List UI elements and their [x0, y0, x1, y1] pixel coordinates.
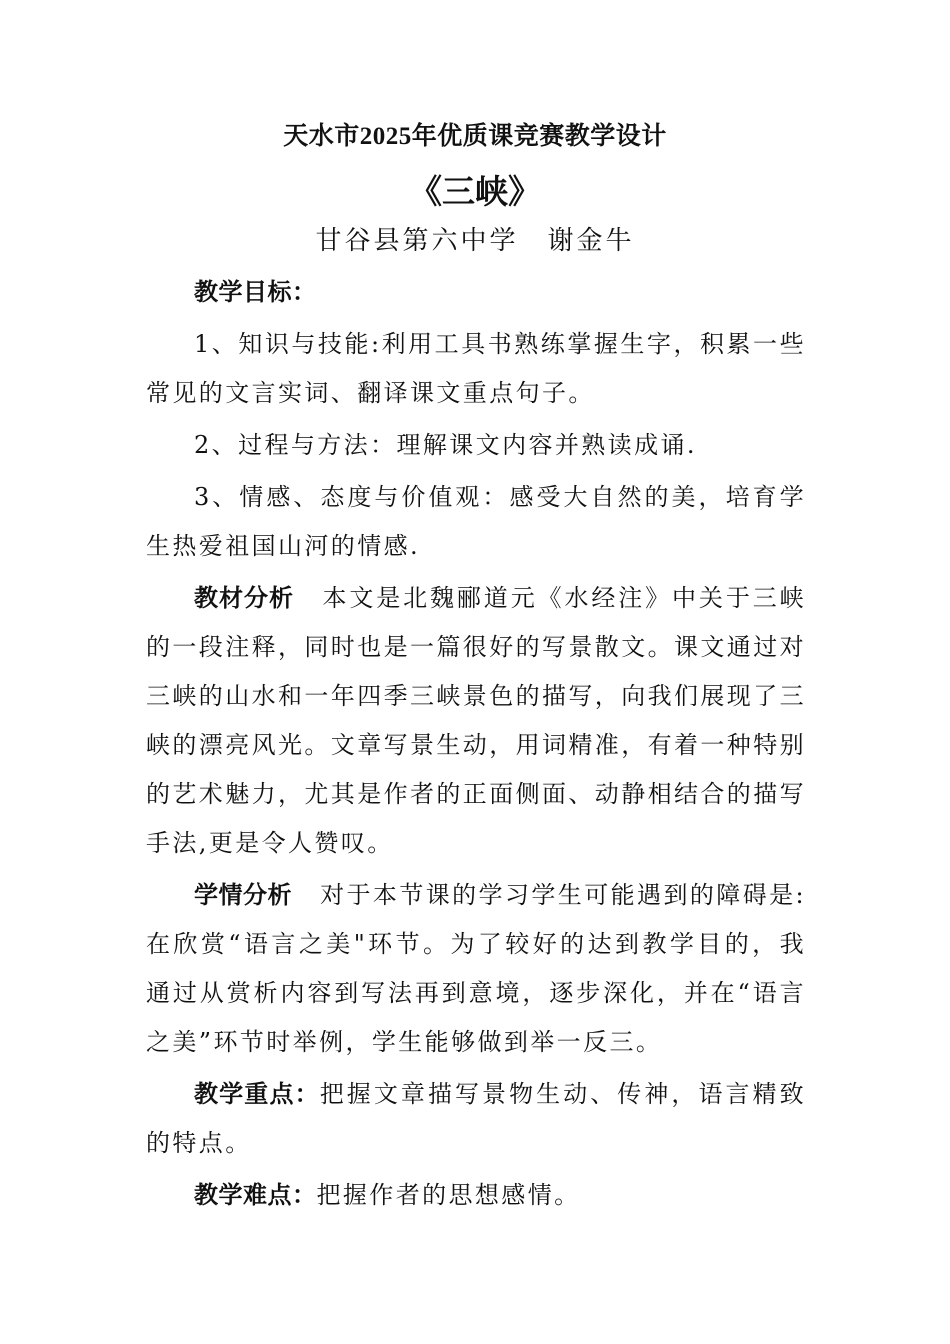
objective-emotion: 3、情感、态度与价值观：感受大自然的美，培育学生热爱祖国山河的情感.	[146, 483, 806, 560]
learner-analysis-paragraph	[146, 871, 806, 1067]
document-body	[146, 268, 806, 1223]
difficult-points-paragraph	[146, 1171, 806, 1220]
learner-analysis-text: 对于本节课的学习学生可能遇到的障碍是:在欣赏“语言之美"环节。为了较好的达到教学目的，我通过从赏析内容到写法再到意境，逐步深化，并在“语言之美”环节时举例，学生能够做到举一反三。	[146, 881, 807, 1056]
lesson-title: 《三峡》	[409, 173, 541, 210]
key-points-text: 把握文章描写景物生动、传神，语言精致的特点。	[146, 1080, 806, 1157]
key-points-paragraph	[146, 1070, 806, 1168]
objectives-heading: 教学目标：	[194, 278, 317, 306]
author-line: 甘谷县第六中学 谢金牛	[315, 226, 635, 255]
objective-process: 2、过程与方法：理解课文内容并熟读成诵.	[194, 431, 697, 459]
competition-header: 天水市2025年优质课竞赛教学设计	[283, 123, 667, 150]
material-analysis-heading: 教材分析	[194, 584, 294, 612]
learner-analysis-heading: 学情分析	[194, 881, 293, 909]
difficult-points-text: 把握作者的思想感情。	[316, 1181, 581, 1209]
difficult-points-heading: 教学难点：	[194, 1181, 317, 1209]
material-analysis-text: 本文是北魏郦道元《水经注》中关于三峡的一段注释，同时也是一篇很好的写景散文。课文通过对三峡的山水和一年四季三峡景色的描写，向我们展现了三峡的漂亮风光。文章写景生动，用词精准，有着一种特别的艺术魅力，尤其是作者的正面侧面、动静相结合的描写手法,更是令人赞叹。	[146, 584, 807, 857]
key-points-heading: 教学重点：	[194, 1080, 320, 1108]
material-analysis-paragraph	[146, 574, 806, 868]
objective-knowledge: 1、知识与技能:利用工具书熟练掌握生字，积累一些常见的文言实词、翻译课文重点句子。	[146, 330, 806, 407]
objectives-heading-paragraph	[146, 268, 806, 317]
